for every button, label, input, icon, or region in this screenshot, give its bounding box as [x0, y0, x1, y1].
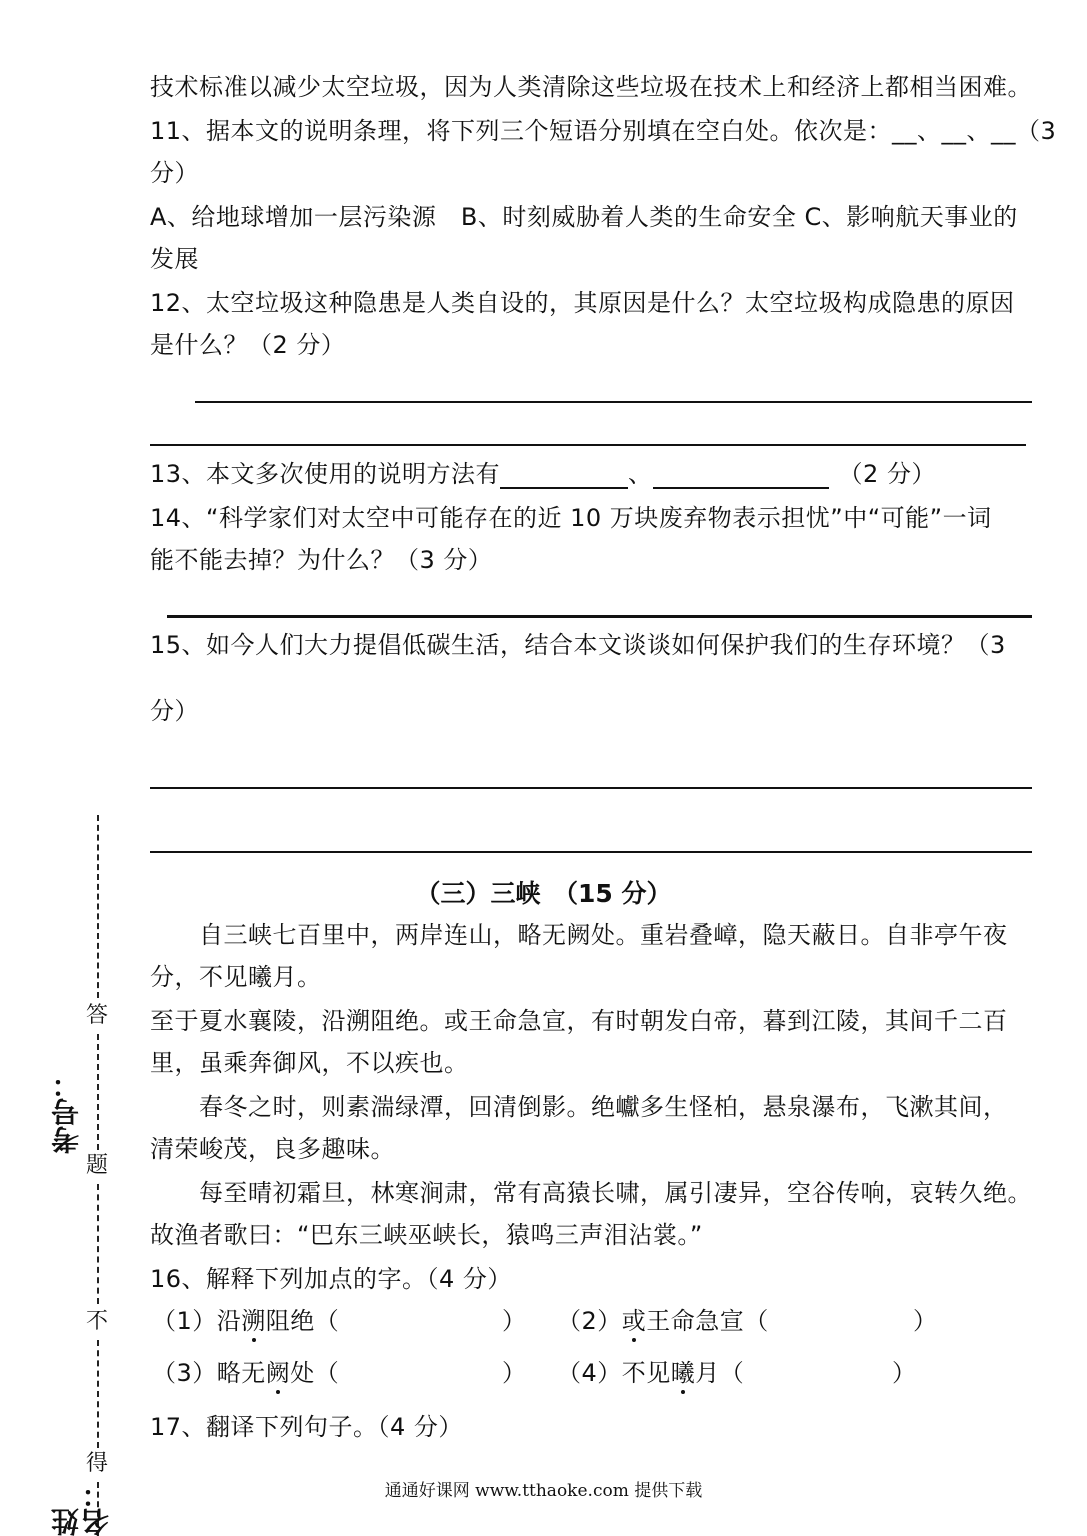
- q16-item-4-post: 月（: [695, 1359, 745, 1387]
- q16-item-1-num: （1）: [152, 1307, 217, 1335]
- passage-p3-line1: 春冬之时，则素湍绿潭，回清倒影。绝巘多生怪柏，悬泉瀑布，飞漱其间，: [150, 1093, 1008, 1121]
- q16-item-4-num: （4）: [557, 1359, 622, 1387]
- question-11-line2: 分）: [150, 159, 199, 187]
- passage-p2-line1: 至于夏水襄陵，沿溯阻绝。或王命急宣，有时朝发白帝，暮到江陵，其间千二百: [150, 1007, 1008, 1035]
- answer-line-15a[interactable]: [150, 787, 1032, 789]
- question-12-line1: 12、太空垃圾这种隐患是人类自设的，其原因是什么？太空垃圾构成隐患的原因: [150, 289, 1015, 317]
- question-13-suffix: （2 分）: [838, 460, 936, 488]
- q16-item-3-close: ）: [502, 1359, 527, 1387]
- blank-13a[interactable]: [500, 461, 628, 489]
- q16-item-3-dotted: 阙: [265, 1359, 291, 1387]
- q16-item-2: [557, 1306, 769, 1336]
- q16-item-1-pre: 沿: [216, 1307, 242, 1335]
- q16-item-3-num: （3）: [152, 1359, 217, 1387]
- q16-item-3-post: 处（: [290, 1359, 340, 1387]
- q16-item-4-close: ）: [892, 1359, 917, 1387]
- q16-item-4-pre: 不见: [621, 1359, 671, 1387]
- q16-item-3-pre: 略无: [216, 1359, 266, 1387]
- binding-dashed-line-4: [97, 1340, 99, 1448]
- q16-item-2-close: ）: [913, 1307, 938, 1335]
- question-15-line1: 15、如今人们大力提倡低碳生活，结合本文谈谈如何保护我们的生存环境？（3: [150, 631, 1006, 659]
- passage-p3-line2: 清荣峻茂，良多趣味。: [150, 1135, 395, 1163]
- q16-item-1-post: 阻绝（: [265, 1307, 340, 1335]
- question-15-line2: 分）: [150, 697, 199, 725]
- margin-char-3: 不: [86, 1309, 109, 1334]
- margin-char-2: 题: [86, 1153, 109, 1178]
- q16-item-1-dotted: 溯: [241, 1307, 266, 1335]
- passage-p4-line1: 每至晴初霜旦，林寒涧肃，常有高猿长啸，属引凄异，空谷传响，哀转久绝。: [150, 1179, 1032, 1207]
- question-11-options-cont: 发展: [150, 245, 199, 273]
- q16-item-2-dotted: 或: [621, 1307, 647, 1335]
- question-12-line2: 是什么？（2 分）: [150, 331, 346, 359]
- blank-13b[interactable]: [653, 461, 829, 489]
- passage-p1-line1: 自三峡七百里中，两岸连山，略无阙处。重岩叠嶂，隐天蔽日。自非亭午夜: [150, 921, 1008, 949]
- binding-dashed-line-1: [97, 815, 99, 998]
- label-xingming: 姓名：: [50, 1480, 113, 1536]
- answer-line-15b[interactable]: [150, 851, 1032, 853]
- passage-last-line: 技术标准以减少太空垃圾，因为人类清除这些垃圾在技术上和经济上都相当困难。: [150, 73, 1032, 101]
- binding-dashed-line-2: [97, 1034, 99, 1150]
- question-13-sep: 、: [628, 460, 653, 488]
- answer-line-12b[interactable]: [150, 444, 1026, 446]
- margin-char-4: 得: [86, 1451, 109, 1476]
- answer-line-12a[interactable]: [195, 401, 1032, 403]
- binding-dashed-line-3: [97, 1184, 99, 1304]
- margin-char-1: 答: [86, 1003, 109, 1028]
- q16-item-2-post: 王命急宣（: [646, 1307, 769, 1335]
- question-11-line1: 11、据本文的说明条理，将下列三个短语分别填在空白处。依次是：__、__、__（3: [150, 117, 1057, 145]
- question-13: [150, 459, 936, 489]
- q16-item-4: [557, 1358, 744, 1388]
- footer-credit: 通通好课网 www.tthaoke.com 提供下载: [384, 1481, 703, 1501]
- question-14-line2: 能不能去掉？为什么？（3 分）: [150, 546, 493, 574]
- q16-item-3: [152, 1358, 339, 1388]
- q16-item-1: [152, 1306, 339, 1336]
- passage-p1-line2: 分，不见曦月。: [150, 963, 322, 991]
- question-13-prefix: 13、本文多次使用的说明方法有: [150, 460, 501, 488]
- q16-item-1-close: ）: [502, 1307, 527, 1335]
- section-title: （三）三峡 （15 分）: [415, 879, 672, 908]
- answer-line-14[interactable]: [167, 615, 1032, 618]
- question-11-options: A、给地球增加一层污染源 B、时刻威胁着人类的生命安全 C、影响航天事业的: [150, 203, 1018, 231]
- label-kaohao: 考号：: [50, 1070, 83, 1154]
- q16-item-4-dotted: 曦: [670, 1359, 696, 1387]
- question-16-prompt: 16、解释下列加点的字。（4 分）: [150, 1265, 512, 1293]
- passage-p2-line2: 里，虽乘奔御风，不以疾也。: [150, 1049, 469, 1077]
- q16-item-2-num: （2）: [557, 1307, 622, 1335]
- question-17-prompt: 17、翻译下列句子。（4 分）: [150, 1413, 463, 1441]
- passage-p4-line2: 故渔者歌曰：“巴东三峡巫峡长，猿鸣三声泪沾裳。”: [150, 1221, 703, 1249]
- question-14-line1: 14、“科学家们对太空中可能存在的近 10 万块废弃物表示担忧”中“可能”一词: [150, 504, 992, 532]
